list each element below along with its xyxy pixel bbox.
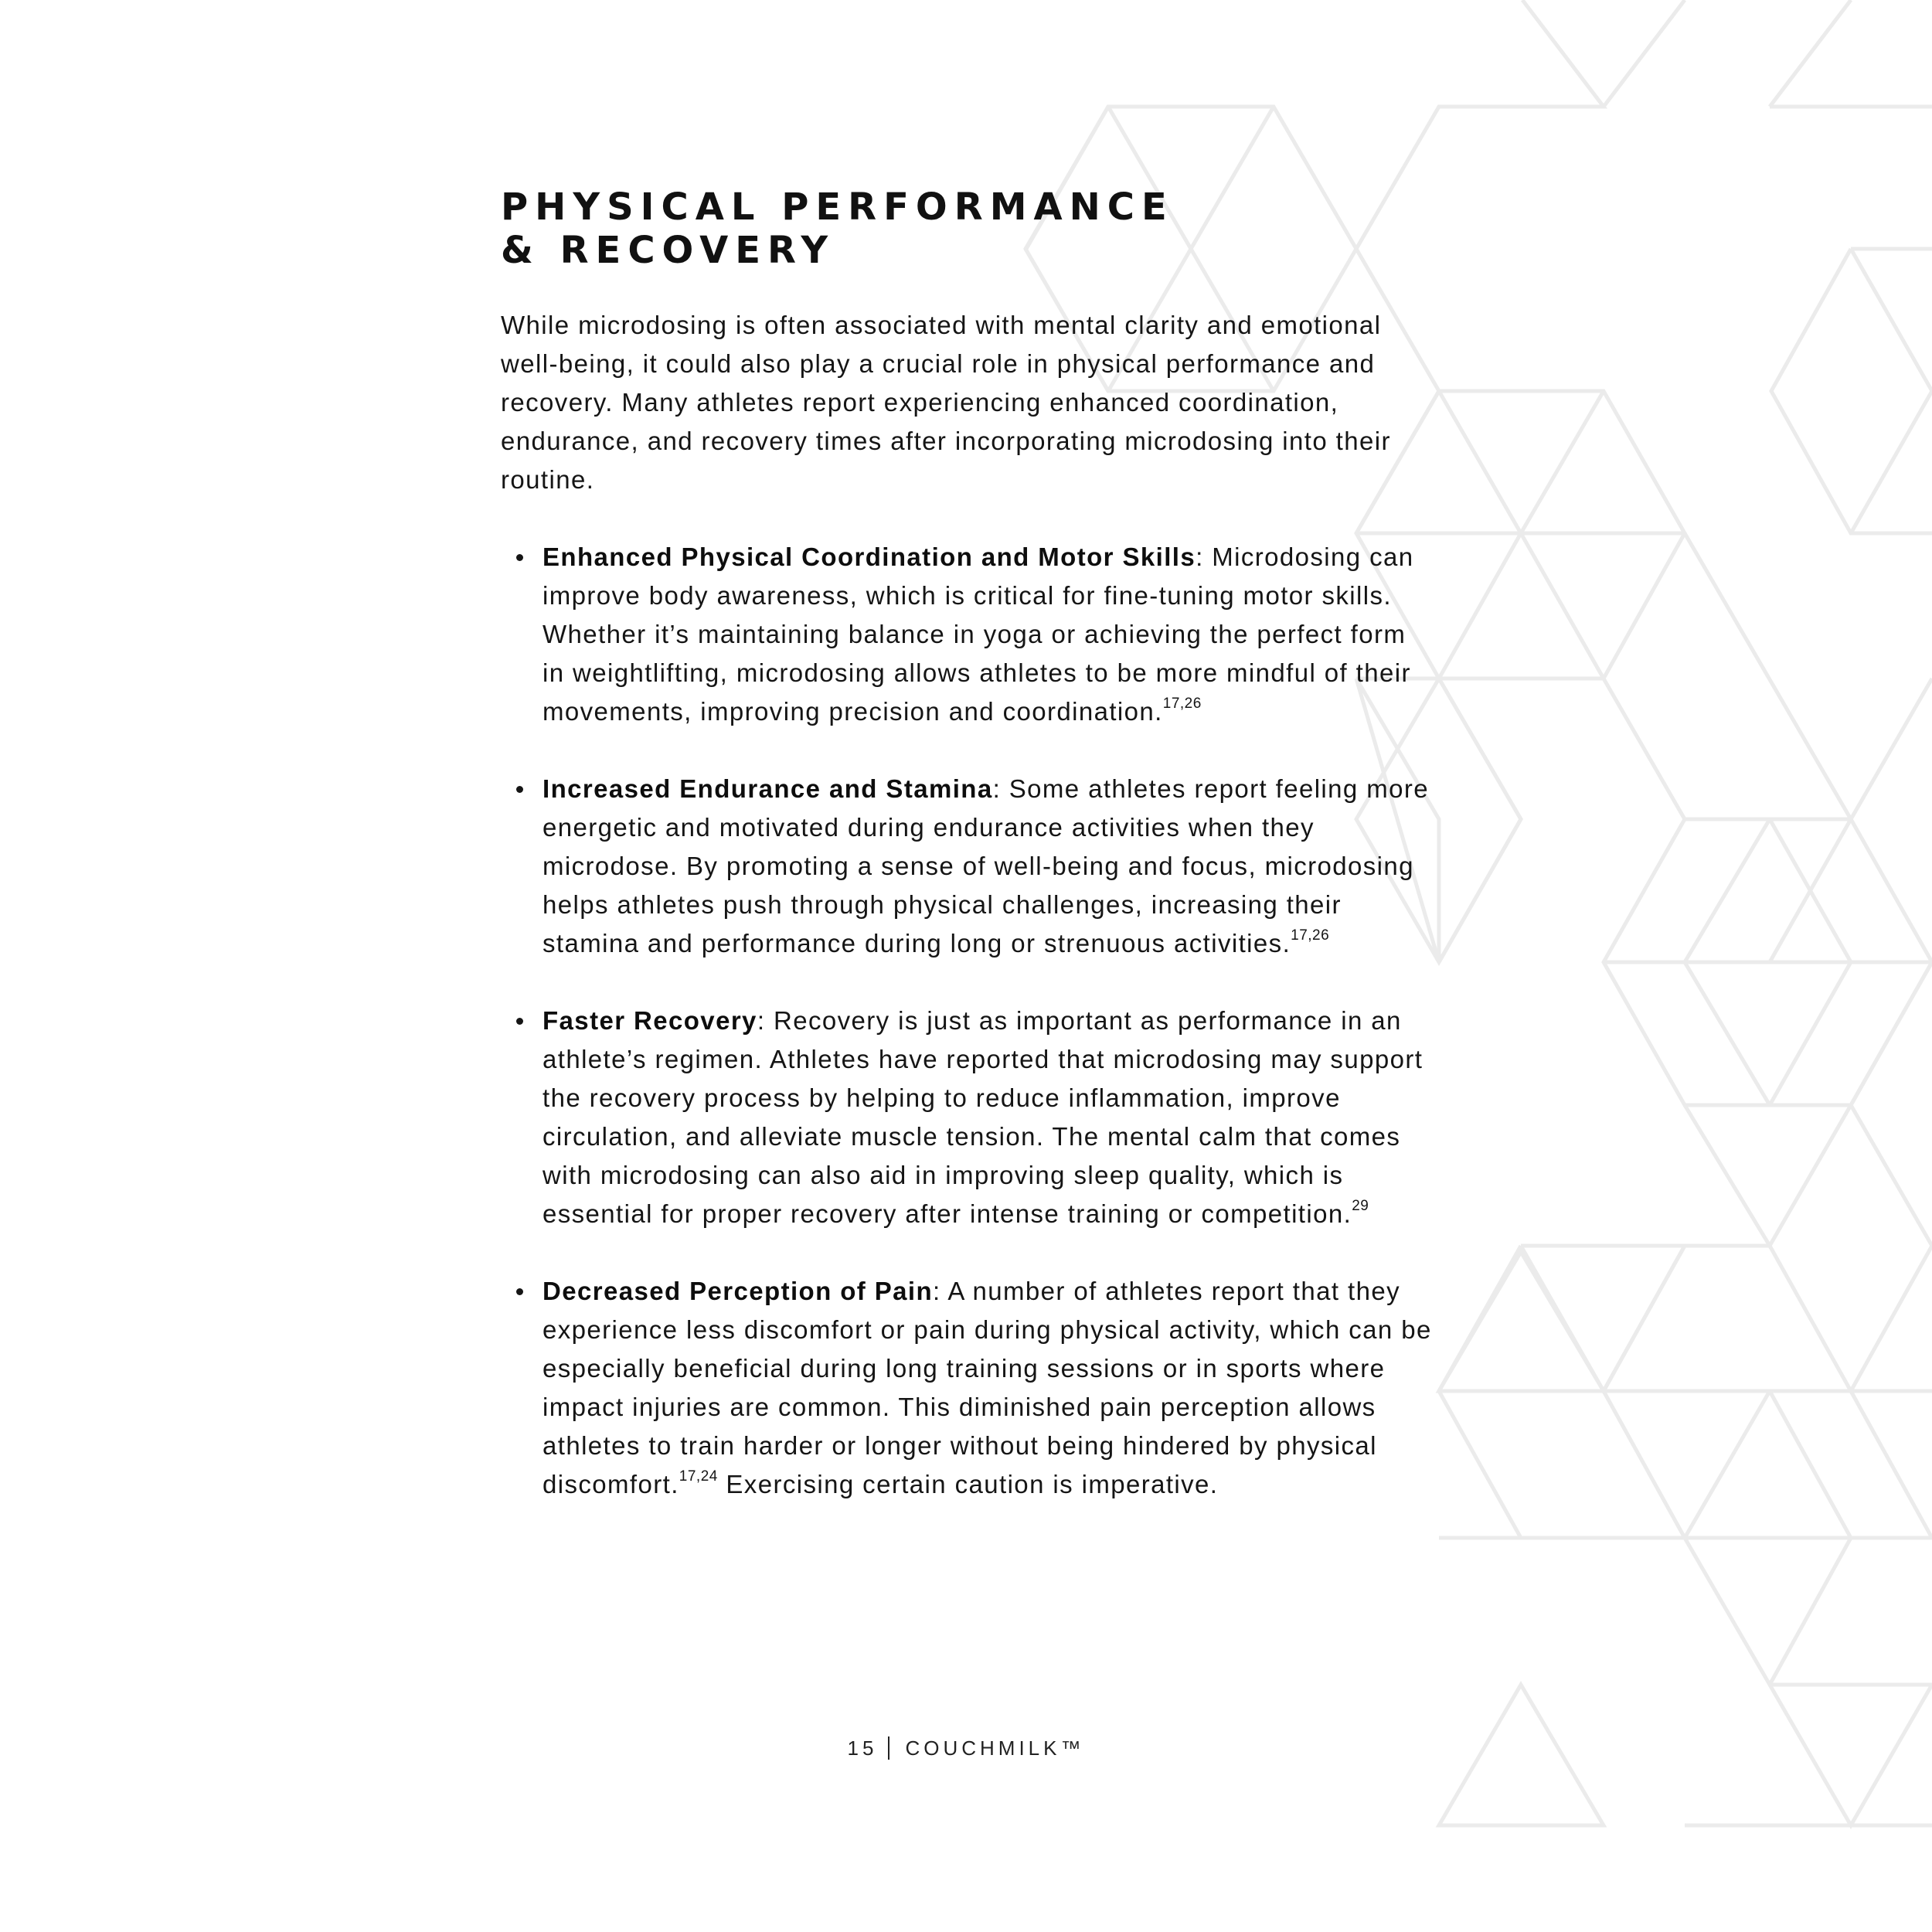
bullet-title: Faster Recovery (543, 1006, 757, 1035)
bullet-tail: Exercising certain caution is imperative. (717, 1470, 1219, 1498)
citation-ref: 17,26 (1162, 696, 1202, 712)
list-item (501, 538, 1436, 731)
page-title-line-1: PHYSICAL PERFORMANCE (501, 185, 1174, 229)
bullet-text: : Some athletes report feeling more energetic and motivated during endurance activities when they microdose. By promoting a sense of well-being and focus, microdosing helps athletes push through physical challenges, increasing their stamina and performance during long or strenuous activities. (543, 774, 1430, 957)
page-number: 15 (847, 1736, 878, 1760)
list-item (501, 1002, 1436, 1233)
bullet-text: : A number of athletes report that they experience less discomfort or pain during physical activity, which can be especially beneficial during long training sessions or in sports where impact injuries are common. This diminished pain perception allows athletes to train harder or longer without being hindered by physical discomfort. (543, 1277, 1432, 1498)
intro-paragraph: While microdosing is often associated with mental clarity and emotional well-being, it could also play a crucial role in physical performance and recovery. Many athletes report experiencing enhanced coordination, endurance, and recovery times after incorporating microdosing into their routine. (501, 311, 1391, 494)
main-content (501, 185, 1436, 1543)
bullet-dot-icon (516, 786, 523, 793)
page-footer (0, 1736, 1932, 1760)
footer-divider (888, 1736, 889, 1760)
bullet-title: Decreased Perception of Pain (543, 1277, 934, 1305)
citation-ref: 17,24 (679, 1468, 718, 1485)
bullet-title: Increased Endurance and Stamina (543, 774, 993, 803)
bullet-text: : Microdosing can improve body awareness, which is critical for fine-tuning motor skills. Whether it’s maintaining balance in yoga or achieving the perfect form in weightlifting, microdosing allows athletes to be more mindful of their movements, improving precision and coordination. (543, 543, 1414, 726)
list-item (501, 1272, 1436, 1504)
list-item (501, 770, 1436, 963)
bullet-list (501, 538, 1436, 1504)
bullet-dot-icon (516, 554, 523, 561)
citation-ref: 17,26 (1291, 927, 1330, 944)
citation-ref: 29 (1352, 1198, 1369, 1214)
bullet-dot-icon (516, 1288, 523, 1295)
bullet-text: : Recovery is just as important as performance in an athlete’s regimen. Athletes have reported that microdosing may support the recovery process by helping to reduce inflammation, improve circulation, and alleviate muscle tension. The mental calm that comes with microdosing can also aid in improving sleep quality, which is essential for proper recovery after intense training or competition. (543, 1006, 1423, 1228)
page-title (501, 185, 1436, 272)
bullet-title: Enhanced Physical Coordination and Motor Skills (543, 543, 1196, 571)
bullet-dot-icon (516, 1018, 523, 1025)
page-title-line-2: & RECOVERY (501, 229, 835, 272)
brand-name: COUCHMILK™ (905, 1736, 1085, 1760)
